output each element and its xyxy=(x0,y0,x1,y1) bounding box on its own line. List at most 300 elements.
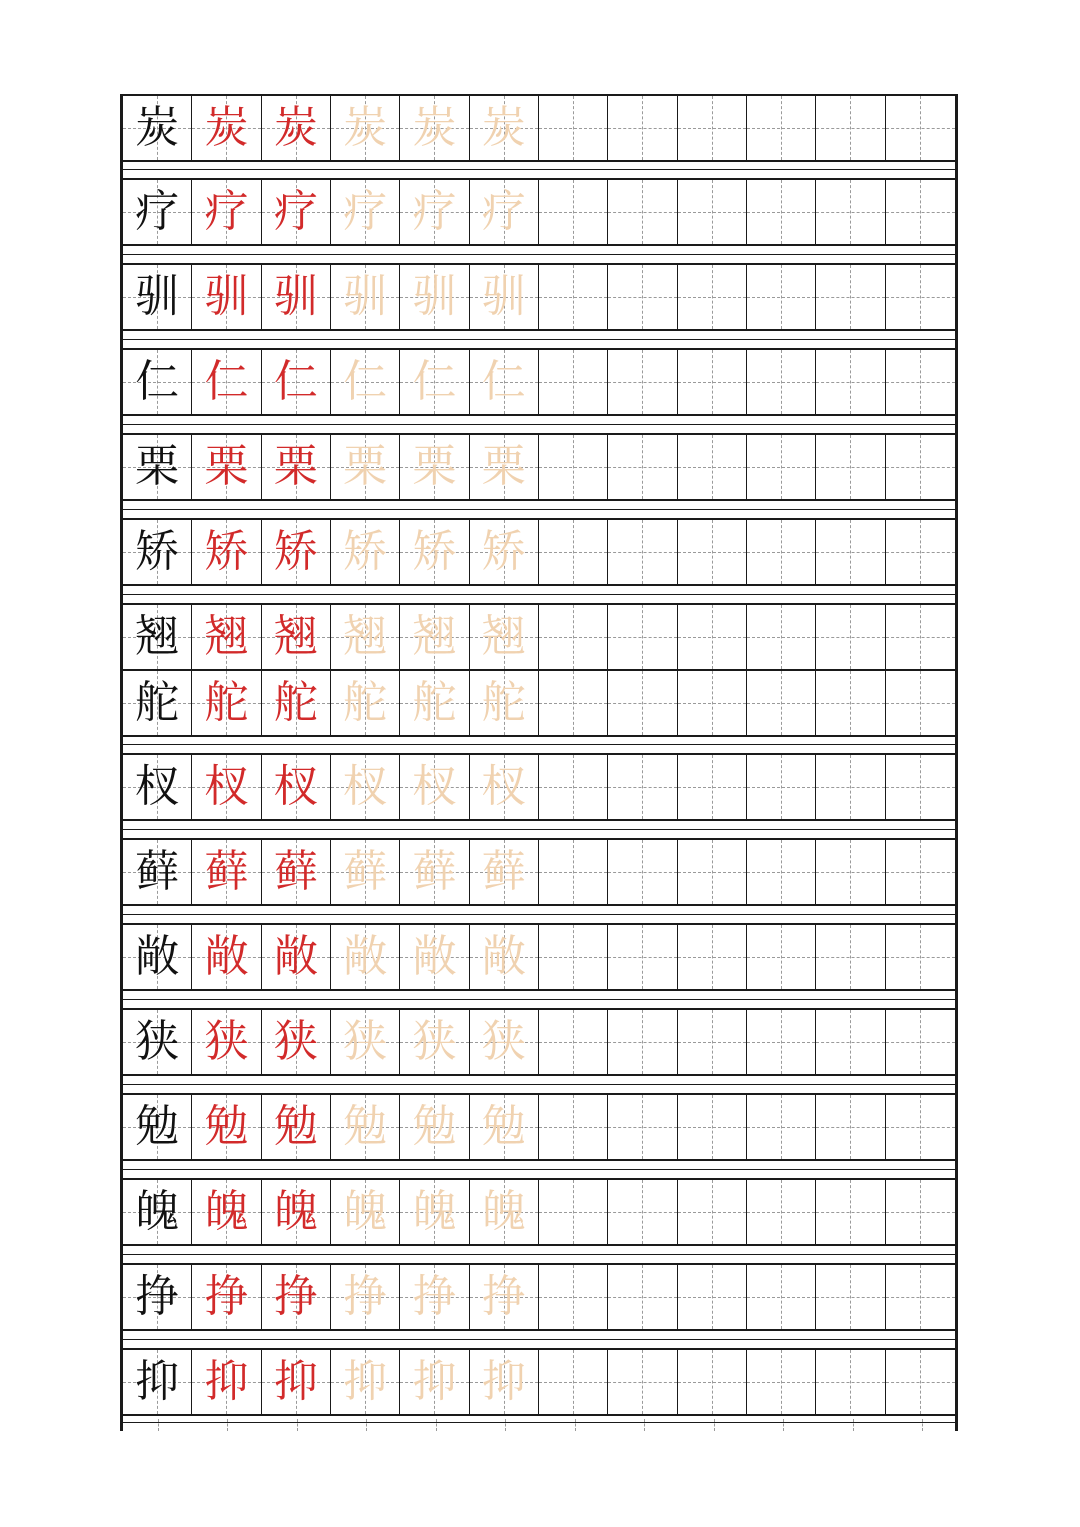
empty-practice-cell xyxy=(678,671,747,735)
trace-char-cell xyxy=(331,755,400,819)
trace-character: 翘 xyxy=(412,611,457,662)
empty-practice-cell xyxy=(886,925,955,989)
model-char-cell xyxy=(123,1265,192,1329)
trace-character: 仁 xyxy=(481,356,526,407)
empty-practice-cell xyxy=(886,605,955,669)
empty-practice-cell xyxy=(678,1180,747,1244)
demo-char-cell xyxy=(262,520,331,584)
demo-char-cell xyxy=(262,265,331,329)
trace-char-cell xyxy=(331,671,400,735)
practice-row xyxy=(123,753,955,821)
demo-char-cell xyxy=(192,671,261,735)
empty-practice-cell xyxy=(608,605,677,669)
model-char-cell xyxy=(123,435,192,499)
empty-practice-cell xyxy=(747,96,816,160)
empty-practice-cell xyxy=(608,840,677,904)
practice-row xyxy=(123,263,955,331)
row-separator-line xyxy=(123,169,955,170)
trace-character: 矫 xyxy=(481,526,526,577)
demo-character: 仁 xyxy=(204,356,249,407)
empty-practice-cell xyxy=(678,925,747,989)
trace-character: 勉 xyxy=(343,1101,388,1152)
trace-character: 狭 xyxy=(412,1016,457,1067)
trace-char-cell xyxy=(400,1350,469,1414)
empty-practice-cell xyxy=(539,1265,608,1329)
trace-character: 矫 xyxy=(412,526,457,577)
trace-character: 矫 xyxy=(343,526,388,577)
demo-character: 魄 xyxy=(204,1186,249,1237)
demo-character: 仁 xyxy=(273,356,318,407)
demo-char-cell xyxy=(192,520,261,584)
practice-row xyxy=(123,518,955,586)
model-character: 炭 xyxy=(135,102,180,153)
demo-character: 舵 xyxy=(273,677,318,728)
trace-char-cell xyxy=(470,925,539,989)
trace-character: 抑 xyxy=(412,1356,457,1407)
trace-character: 栗 xyxy=(412,441,457,492)
trace-char-cell xyxy=(470,180,539,244)
empty-practice-cell xyxy=(539,840,608,904)
demo-character: 翘 xyxy=(204,611,249,662)
demo-char-cell xyxy=(192,350,261,414)
practice-row xyxy=(123,178,955,246)
empty-practice-cell xyxy=(539,755,608,819)
guide-stub xyxy=(714,1419,715,1431)
row-separator-line xyxy=(123,1339,955,1340)
trace-character: 敞 xyxy=(343,931,388,982)
empty-practice-cell xyxy=(816,265,885,329)
guide-stub xyxy=(436,1419,437,1431)
empty-practice-cell xyxy=(678,840,747,904)
trace-char-cell xyxy=(331,1265,400,1329)
trace-char-cell xyxy=(331,1350,400,1414)
trace-character: 翘 xyxy=(481,611,526,662)
empty-practice-cell xyxy=(678,1350,747,1414)
demo-character: 矫 xyxy=(204,526,249,577)
practice-row xyxy=(123,348,955,416)
guide-stub xyxy=(505,1419,506,1431)
trace-character: 舵 xyxy=(343,677,388,728)
empty-practice-cell xyxy=(608,925,677,989)
demo-character: 狭 xyxy=(204,1016,249,1067)
model-char-cell xyxy=(123,350,192,414)
row-separator-line xyxy=(123,424,955,425)
row-separator-line xyxy=(123,1254,955,1255)
empty-practice-cell xyxy=(886,1010,955,1074)
empty-practice-cell xyxy=(678,350,747,414)
empty-practice-cell xyxy=(608,350,677,414)
row-separator-line xyxy=(123,1084,955,1085)
practice-row xyxy=(123,838,955,906)
trace-character: 疗 xyxy=(343,186,388,237)
empty-practice-cell xyxy=(539,671,608,735)
empty-practice-cell xyxy=(608,265,677,329)
demo-character: 舵 xyxy=(204,677,249,728)
empty-practice-cell xyxy=(539,96,608,160)
trace-char-cell xyxy=(400,605,469,669)
empty-practice-cell xyxy=(608,1350,677,1414)
empty-practice-cell xyxy=(539,435,608,499)
empty-practice-cell xyxy=(678,180,747,244)
trace-character: 抑 xyxy=(343,1356,388,1407)
empty-practice-cell xyxy=(678,96,747,160)
empty-practice-cell xyxy=(747,265,816,329)
empty-practice-cell xyxy=(816,1010,885,1074)
model-character: 仁 xyxy=(135,356,180,407)
practice-row xyxy=(123,1093,955,1161)
trace-character: 仁 xyxy=(412,356,457,407)
trace-character: 挣 xyxy=(481,1271,526,1322)
trace-char-cell xyxy=(400,265,469,329)
model-character: 敞 xyxy=(135,931,180,982)
empty-practice-cell xyxy=(886,435,955,499)
trace-character: 敞 xyxy=(412,931,457,982)
model-char-cell xyxy=(123,1350,192,1414)
empty-practice-cell xyxy=(608,180,677,244)
trace-char-cell xyxy=(470,1265,539,1329)
demo-char-cell xyxy=(192,1180,261,1244)
trace-char-cell xyxy=(331,180,400,244)
model-character: 狭 xyxy=(135,1016,180,1067)
empty-practice-cell xyxy=(816,520,885,584)
trace-char-cell xyxy=(470,520,539,584)
empty-practice-cell xyxy=(678,755,747,819)
model-char-cell xyxy=(123,605,192,669)
row-separator-line xyxy=(123,914,955,915)
model-character: 栗 xyxy=(135,441,180,492)
empty-practice-cell xyxy=(747,605,816,669)
empty-practice-cell xyxy=(886,350,955,414)
empty-practice-cell xyxy=(747,180,816,244)
empty-practice-cell xyxy=(608,96,677,160)
trace-character: 挣 xyxy=(343,1271,388,1322)
empty-practice-cell xyxy=(816,1265,885,1329)
model-char-cell xyxy=(123,840,192,904)
practice-row xyxy=(123,1348,955,1416)
trace-character: 抑 xyxy=(481,1356,526,1407)
empty-practice-cell xyxy=(886,755,955,819)
empty-practice-cell xyxy=(678,605,747,669)
trace-char-cell xyxy=(470,96,539,160)
trace-char-cell xyxy=(331,605,400,669)
empty-practice-cell xyxy=(816,1180,885,1244)
empty-practice-cell xyxy=(608,671,677,735)
trace-char-cell xyxy=(470,605,539,669)
row-separator-line xyxy=(123,509,955,510)
row-separator-line xyxy=(123,829,955,830)
trace-char-cell xyxy=(400,350,469,414)
model-char-cell xyxy=(123,671,192,735)
empty-practice-cell xyxy=(608,1095,677,1159)
demo-character: 炭 xyxy=(204,102,249,153)
empty-practice-cell xyxy=(747,671,816,735)
model-char-cell xyxy=(123,1180,192,1244)
demo-character: 魄 xyxy=(273,1186,318,1237)
trace-char-cell xyxy=(470,350,539,414)
practice-row xyxy=(123,923,955,991)
trace-character: 勉 xyxy=(412,1101,457,1152)
trace-char-cell xyxy=(470,671,539,735)
demo-character: 勉 xyxy=(204,1101,249,1152)
empty-practice-cell xyxy=(886,1095,955,1159)
model-char-cell xyxy=(123,925,192,989)
trace-char-cell xyxy=(331,1180,400,1244)
empty-practice-cell xyxy=(886,96,955,160)
empty-practice-cell xyxy=(539,520,608,584)
empty-practice-cell xyxy=(747,1095,816,1159)
empty-practice-cell xyxy=(608,755,677,819)
trace-char-cell xyxy=(400,520,469,584)
demo-char-cell xyxy=(192,755,261,819)
empty-practice-cell xyxy=(678,520,747,584)
demo-char-cell xyxy=(262,605,331,669)
model-char-cell xyxy=(123,1010,192,1074)
practice-row xyxy=(123,603,955,671)
empty-practice-cell xyxy=(678,265,747,329)
model-character: 魄 xyxy=(135,1186,180,1237)
trace-character: 狭 xyxy=(481,1016,526,1067)
demo-character: 敞 xyxy=(204,931,249,982)
model-char-cell xyxy=(123,1095,192,1159)
empty-practice-cell xyxy=(886,1180,955,1244)
empty-practice-cell xyxy=(539,605,608,669)
demo-character: 勉 xyxy=(273,1101,318,1152)
empty-practice-cell xyxy=(747,925,816,989)
trace-char-cell xyxy=(470,1350,539,1414)
trace-char-cell xyxy=(331,435,400,499)
empty-practice-cell xyxy=(886,840,955,904)
empty-practice-cell xyxy=(816,755,885,819)
model-char-cell xyxy=(123,265,192,329)
trace-char-cell xyxy=(400,1265,469,1329)
empty-practice-cell xyxy=(816,180,885,244)
trace-char-cell xyxy=(331,350,400,414)
demo-char-cell xyxy=(192,180,261,244)
empty-practice-cell xyxy=(747,520,816,584)
empty-practice-cell xyxy=(747,435,816,499)
trace-char-cell xyxy=(400,755,469,819)
empty-practice-cell xyxy=(608,435,677,499)
trace-char-cell xyxy=(470,840,539,904)
model-char-cell xyxy=(123,180,192,244)
empty-practice-cell xyxy=(747,1010,816,1074)
demo-character: 炭 xyxy=(273,102,318,153)
demo-char-cell xyxy=(262,350,331,414)
practice-row xyxy=(123,1008,955,1076)
model-character: 挣 xyxy=(135,1271,180,1322)
demo-char-cell xyxy=(192,96,261,160)
demo-char-cell xyxy=(192,840,261,904)
trace-character: 炭 xyxy=(481,102,526,153)
trace-char-cell xyxy=(470,265,539,329)
demo-char-cell xyxy=(192,1350,261,1414)
trace-character: 魄 xyxy=(343,1186,388,1237)
empty-practice-cell xyxy=(747,1350,816,1414)
trace-character: 舵 xyxy=(481,677,526,728)
demo-char-cell xyxy=(192,605,261,669)
row-separator-line xyxy=(123,594,955,595)
trace-character: 栗 xyxy=(481,441,526,492)
trace-char-cell xyxy=(400,435,469,499)
demo-char-cell xyxy=(192,435,261,499)
practice-row xyxy=(123,1178,955,1246)
trace-character: 驯 xyxy=(481,271,526,322)
trace-char-cell xyxy=(470,1010,539,1074)
demo-char-cell xyxy=(262,755,331,819)
empty-practice-cell xyxy=(816,671,885,735)
guide-stub xyxy=(853,1419,854,1431)
demo-char-cell xyxy=(262,1265,331,1329)
demo-character: 敞 xyxy=(273,931,318,982)
guide-stub xyxy=(575,1419,576,1431)
empty-practice-cell xyxy=(608,1265,677,1329)
trace-character: 挣 xyxy=(412,1271,457,1322)
trace-char-cell xyxy=(400,180,469,244)
practice-row xyxy=(123,1263,955,1331)
guide-stub xyxy=(297,1419,298,1431)
empty-practice-cell xyxy=(539,1180,608,1244)
trace-character: 勉 xyxy=(481,1101,526,1152)
trace-character: 魄 xyxy=(412,1186,457,1237)
demo-char-cell xyxy=(262,671,331,735)
demo-character: 抑 xyxy=(204,1356,249,1407)
trace-character: 仁 xyxy=(343,356,388,407)
empty-practice-cell xyxy=(816,1350,885,1414)
empty-practice-cell xyxy=(539,1010,608,1074)
model-char-cell xyxy=(123,96,192,160)
demo-char-cell xyxy=(192,1010,261,1074)
empty-practice-cell xyxy=(678,1010,747,1074)
trace-character: 敞 xyxy=(481,931,526,982)
model-character: 矫 xyxy=(135,526,180,577)
model-character: 杈 xyxy=(135,761,180,812)
guide-stub xyxy=(644,1419,645,1431)
trace-char-cell xyxy=(331,265,400,329)
guide-stub xyxy=(783,1419,784,1431)
empty-practice-cell xyxy=(747,1265,816,1329)
empty-practice-cell xyxy=(608,1010,677,1074)
model-character: 勉 xyxy=(135,1101,180,1152)
empty-practice-cell xyxy=(747,840,816,904)
trace-char-cell xyxy=(400,96,469,160)
trace-character: 舵 xyxy=(412,677,457,728)
demo-character: 疗 xyxy=(273,186,318,237)
model-character: 抑 xyxy=(135,1356,180,1407)
trace-character: 炭 xyxy=(343,102,388,153)
guide-stub xyxy=(227,1419,228,1431)
empty-practice-cell xyxy=(747,755,816,819)
empty-practice-cell xyxy=(678,435,747,499)
empty-practice-cell xyxy=(539,350,608,414)
empty-practice-cell xyxy=(539,1095,608,1159)
demo-char-cell xyxy=(262,1180,331,1244)
model-character: 疗 xyxy=(135,186,180,237)
empty-practice-cell xyxy=(816,1095,885,1159)
trace-character: 疗 xyxy=(412,186,457,237)
demo-character: 杈 xyxy=(204,761,249,812)
row-separator-line xyxy=(123,1169,955,1170)
empty-practice-cell xyxy=(608,1180,677,1244)
row-separator-line xyxy=(123,999,955,1000)
trace-char-cell xyxy=(400,1180,469,1244)
trace-char-cell xyxy=(331,96,400,160)
demo-char-cell xyxy=(192,1095,261,1159)
empty-practice-cell xyxy=(816,840,885,904)
row-separator-line xyxy=(123,339,955,340)
trace-character: 藓 xyxy=(343,846,388,897)
trace-character: 杈 xyxy=(343,761,388,812)
model-char-cell xyxy=(123,520,192,584)
empty-practice-cell xyxy=(539,1350,608,1414)
demo-char-cell xyxy=(262,180,331,244)
empty-practice-cell xyxy=(816,350,885,414)
practice-row xyxy=(123,94,955,162)
row-separator-line xyxy=(123,254,955,255)
guide-stub xyxy=(158,1419,159,1431)
demo-character: 挣 xyxy=(204,1271,249,1322)
trace-char-cell xyxy=(470,435,539,499)
row-separator-line xyxy=(123,744,955,745)
demo-character: 挣 xyxy=(273,1271,318,1322)
model-char-cell xyxy=(123,755,192,819)
demo-char-cell xyxy=(192,925,261,989)
demo-char-cell xyxy=(192,1265,261,1329)
demo-character: 驯 xyxy=(273,271,318,322)
trace-char-cell xyxy=(331,1010,400,1074)
demo-character: 抑 xyxy=(273,1356,318,1407)
demo-character: 矫 xyxy=(273,526,318,577)
empty-practice-cell xyxy=(678,1095,747,1159)
trace-character: 栗 xyxy=(343,441,388,492)
demo-character: 狭 xyxy=(273,1016,318,1067)
trace-char-cell xyxy=(400,1010,469,1074)
empty-practice-cell xyxy=(816,605,885,669)
empty-practice-cell xyxy=(886,520,955,584)
trace-char-cell xyxy=(331,1095,400,1159)
demo-char-cell xyxy=(262,1010,331,1074)
practice-row xyxy=(123,669,955,737)
trace-character: 狭 xyxy=(343,1016,388,1067)
demo-character: 杈 xyxy=(273,761,318,812)
trace-char-cell xyxy=(331,840,400,904)
demo-char-cell xyxy=(262,840,331,904)
trace-character: 疗 xyxy=(481,186,526,237)
demo-character: 翘 xyxy=(273,611,318,662)
empty-practice-cell xyxy=(886,1350,955,1414)
trace-character: 藓 xyxy=(412,846,457,897)
demo-char-cell xyxy=(262,435,331,499)
demo-char-cell xyxy=(192,265,261,329)
demo-character: 疗 xyxy=(204,186,249,237)
model-character: 驯 xyxy=(135,271,180,322)
demo-character: 驯 xyxy=(204,271,249,322)
trace-character: 驯 xyxy=(412,271,457,322)
empty-practice-cell xyxy=(539,925,608,989)
trace-character: 杈 xyxy=(481,761,526,812)
empty-practice-cell xyxy=(816,96,885,160)
demo-char-cell xyxy=(262,96,331,160)
trace-character: 魄 xyxy=(481,1186,526,1237)
model-character: 翘 xyxy=(135,611,180,662)
demo-character: 栗 xyxy=(273,441,318,492)
empty-practice-cell xyxy=(886,671,955,735)
trace-character: 杈 xyxy=(412,761,457,812)
trace-character: 驯 xyxy=(343,271,388,322)
model-character: 藓 xyxy=(135,846,180,897)
guide-stub xyxy=(922,1419,923,1431)
empty-practice-cell xyxy=(539,180,608,244)
demo-character: 藓 xyxy=(273,846,318,897)
